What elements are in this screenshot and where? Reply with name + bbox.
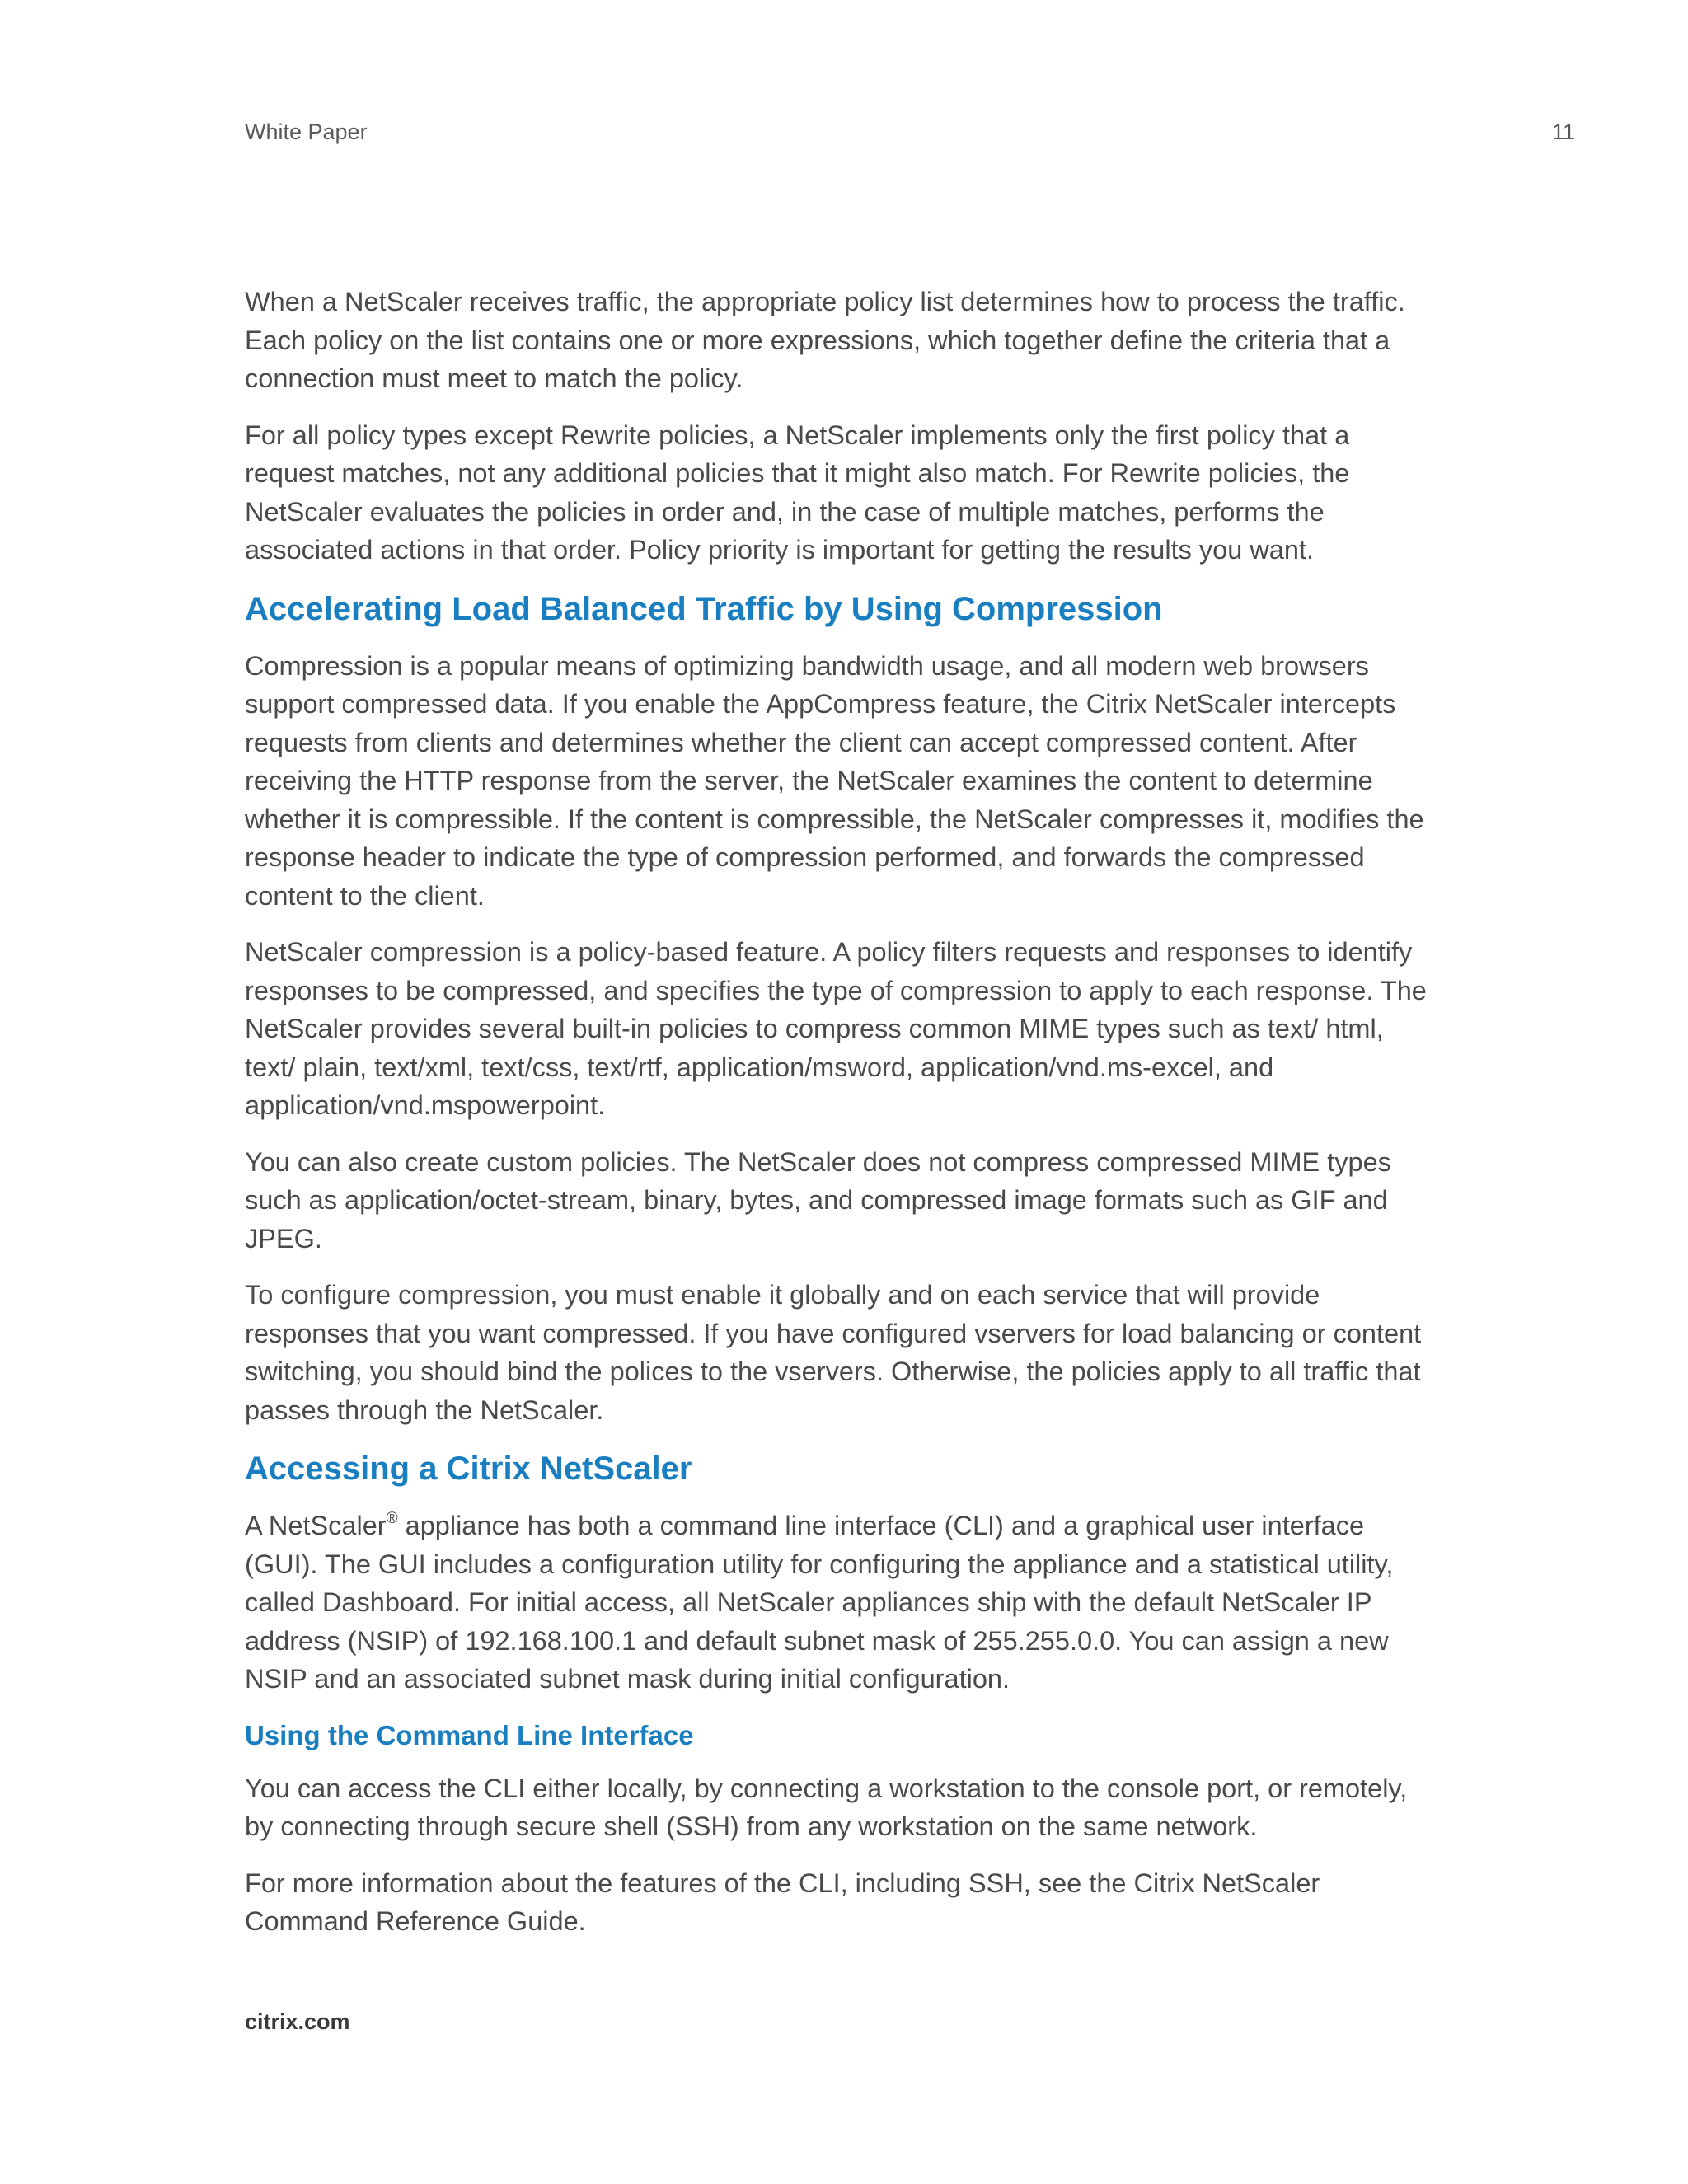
heading-cli: Using the Command Line Interface: [245, 1719, 694, 1750]
heading-compression: Accelerating Load Balanced Traffic by Using Compression: [245, 590, 1163, 627]
paragraph-compression-policy: NetScaler compression is a policy-based feature. A policy filters requests and responses to identify responses to be compressed, and specifies the type of compression to apply to each response. The NetScaler provides several built-in policies to compress common MIME types such as text/ html, text/ plain, text/xml, text/css, text/rtf, application/msword, application/vnd.ms-excel, and application/vnd.mspowerpoint.: [245, 937, 1427, 1120]
paragraph-cli-reference: For more information about the features of the CLI, including SSH, see the Citrix NetScaler Command Reference Guide.: [245, 1868, 1320, 1936]
text-netscaler: A NetScaler: [245, 1511, 387, 1540]
page-number: 11: [1551, 120, 1575, 144]
text-appliance-description: appliance has both a command line interface (CLI) and a graphical user interface (GUI). The GUI includes a configuration utility for configuring the appliance and a statistical utility, called Dashboard. For initial access, all NetScaler appliances ship with the default NetScaler IP address (NSIP) of 192.168.100.1 and default subnet mask of 255.255.0.0. You can assign a new NSIP and an associated subnet mask during initial configuration.: [245, 1511, 1394, 1694]
registered-mark: ®: [386, 1510, 398, 1527]
heading-accessing: Accessing a Citrix NetScaler: [245, 1451, 692, 1487]
footer-site: citrix.com: [245, 2009, 350, 2034]
paragraph-compression-intro: Compression is a popular means of optimizing bandwidth usage, and all modern web browsers support compressed data. If you enable the AppCompress feature, the Citrix NetScaler intercepts requests from clients and determines whether the client can accept compressed content. After receiving the HTTP response from the server, the NetScaler examines the content to determine whether it is compressible. If the content is compressible, the NetScaler compresses it, modifies the response header to indicate the type of compression performed, and forwards the compressed content to the client.: [245, 650, 1424, 911]
paragraph-cli-access: You can access the CLI either locally, by connecting a workstation to the console port, or remotely, by connecting through secure shell (SSH) from any workstation on the same network.: [245, 1773, 1408, 1841]
header-label: White Paper: [245, 120, 368, 144]
paragraph-configure-compression: To configure compression, you must enable it globally and on each service that will provide responses that you want compressed. If you have configured vservers for load balancing or content switching, you should bind the polices to the vservers. Otherwise, the policies apply to all traffic that passes through the NetScaler.: [245, 1280, 1422, 1425]
paragraph-policy-priority: For all policy types except Rewrite policies, a NetScaler implements only the first policy that a request matches, not any additional policies that it might also match. For Rewrite policies, the NetScaler evaluates the policies in order and, in the case of multiple matches, performs the associated actions in that order. Policy priority is important for getting the results you want.: [245, 419, 1350, 565]
paragraph-custom-policies: You can also create custom policies. The NetScaler does not compress compressed MIME types such as application/octet-stream, binary, bytes, and compressed image formats such as GIF and JPEG.: [245, 1146, 1391, 1254]
paragraph-policy-list: When a NetScaler receives traffic, the appropriate policy list determines how to process the traffic. Each policy on the list contains one or more expressions, which together define the criteria that a connection must meet to match the policy.: [245, 287, 1405, 393]
paragraph-access-intro: [245, 1507, 1440, 1699]
page-content: [245, 283, 1440, 1959]
